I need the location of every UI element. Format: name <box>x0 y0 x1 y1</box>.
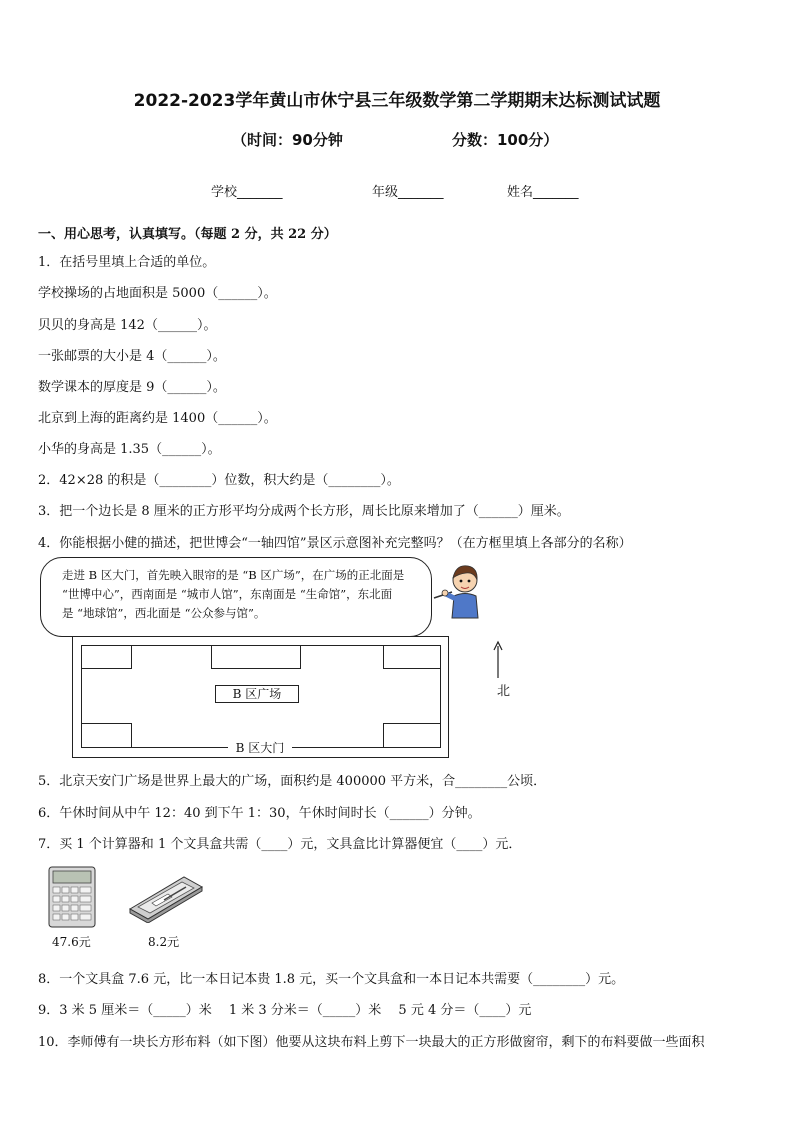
question-9: 9．3 米 5 厘米＝（_____）米 1 米 3 分米＝（_____）米 5 元 4 分＝（____）元 <box>38 1003 532 1018</box>
exam-time: （时间：90分钟 <box>232 131 343 149</box>
map-box-southeast[interactable] <box>383 723 441 748</box>
exam-score: 分数：100分） <box>452 131 559 149</box>
question-1-item: 贝贝的身高是 142（______）。 <box>38 318 217 333</box>
question-2: 2．42×28 的积是（________）位数，积大约是（________）。 <box>38 473 400 488</box>
question-7: 7．买 1 个计算器和 1 个文具盒共需（____）元，文具盒比计算器便宜（____）元． <box>38 837 522 852</box>
calculator-icon <box>48 866 96 928</box>
question-1: 1．在括号里填上合适的单位。 <box>38 255 216 270</box>
map-box-northeast[interactable] <box>383 645 441 669</box>
map-box-southwest[interactable] <box>81 723 132 748</box>
question-1-item: 小华的身高是 1.35（______）。 <box>38 442 221 457</box>
speech-bubble-text: 走进 B 区大门，首先映入眼帘的是 “B 区广场”，在广场的正北面是 “世博中心”，西南面是 “城市人馆”，东南面是 “生命馆”，东北面 是 “地球馆”，西北面是 “公众参与馆”。 <box>62 568 405 620</box>
north-label: 北 <box>497 684 511 699</box>
question-8: 8．一个文具盒 7.6 元，比一本日记本贵 1.8 元，买一个文具盒和一本日记本共需要（________）元。 <box>38 972 625 987</box>
north-arrow-icon <box>491 640 505 680</box>
page-title: 2022-2023学年黄山市休宁县三年级数学第二学期期末达标测试试题 <box>133 91 661 111</box>
question-5: 5．北京天安门广场是世界上最大的广场，面积约是 400000 平方米，合________公顷． <box>38 774 547 789</box>
calculator-price: 47.6元 <box>52 935 91 949</box>
boy-illustration <box>430 558 492 620</box>
question-1-item: 一张邮票的大小是 4（______）。 <box>38 349 226 364</box>
question-3: 3．把一个边长是 8 厘米的正方形平均分成两个长方形，周长比原来增加了（______）厘米。 <box>38 504 570 519</box>
pencil-case-price: 8.2元 <box>148 935 180 949</box>
school-field: 学校_______ <box>211 185 283 200</box>
question-1-item: 学校操场的占地面积是 5000（______）。 <box>38 286 277 301</box>
question-4: 4．你能根据小健的描述，把世博会“一轴四馆”景区示意图补充完整吗？（在方框里填上各部分的名称） <box>38 536 632 551</box>
question-10: 10．李师傅有一块长方形布料（如下图）他要从这块布料上剪下一块最大的正方形做窗帘，剩下的布料要做一些面积 <box>38 1035 705 1050</box>
name-field: 姓名_______ <box>507 185 579 200</box>
map-plaza-label: B 区广场 <box>215 685 299 703</box>
section-heading: 一、用心思考，认真填写。（每题 2 分，共 22 分） <box>38 227 337 242</box>
map-box-northwest[interactable] <box>81 645 132 669</box>
map-gate-label: B 区大门 <box>228 742 292 752</box>
pencil-case-icon <box>128 873 204 923</box>
question-1-item: 北京到上海的距离约是 1400（______）。 <box>38 411 277 426</box>
grade-field: 年级_______ <box>372 185 444 200</box>
map-box-north[interactable] <box>211 645 301 669</box>
question-6: 6．午休时间从中午 12：40 到下午 1：30，午休时间时长（______）分钟。 <box>38 806 481 821</box>
question-1-item: 数学课本的厚度是 9（______）。 <box>38 380 226 395</box>
